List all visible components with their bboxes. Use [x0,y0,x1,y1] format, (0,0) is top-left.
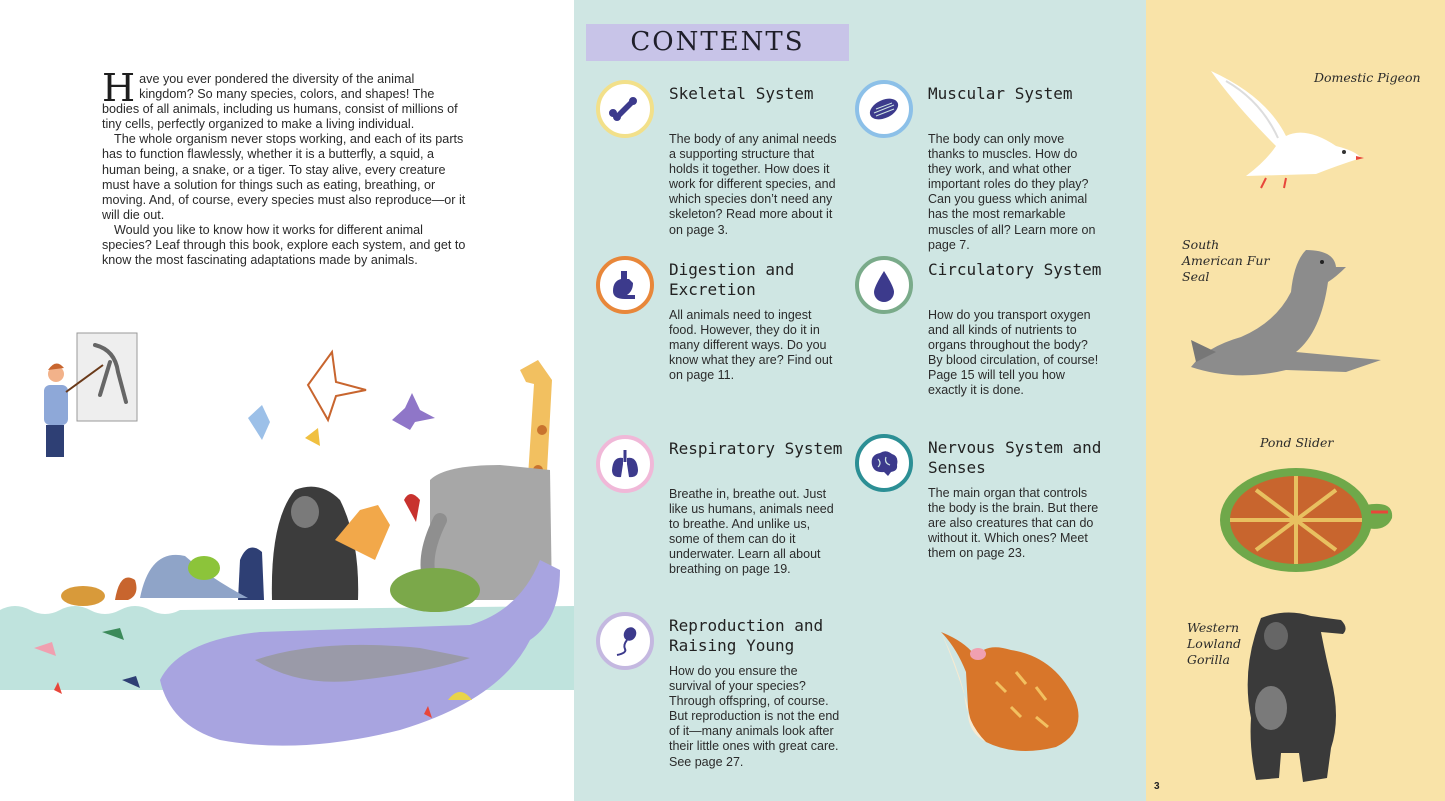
stomach-icon [596,256,654,314]
blue-bird [248,405,270,440]
bone-icon [596,80,654,138]
gorilla-face [291,496,319,528]
frog [188,556,220,580]
section-heading: Skeletal System [669,84,814,103]
section-description: The body of any animal needs a supporting structure that holds it together. How does it work for different species, and which species don’t need any skeleton? Read more about it on page 3. [669,132,837,237]
section-description: How do you transport oxygen and all kinds of nutrients to organs throughout the body? By blood circulation, of course! Page 15 will tell you how exactly it is done. [928,308,1099,398]
giraffe-spot [537,425,547,435]
drop-cap: H [102,66,136,110]
intro-paragraph [102,66,472,132]
contents-title: CONTENTS [630,27,805,57]
pigeon-label: Domestic Pigeon [1314,70,1421,85]
section-heading: Reproduction and Raising Young [669,616,824,655]
intro-paragraph: The whole organism never stops working, and each of its parts has to function flawlessly, whether it is a butterfly, a squid, a human being, a snake, or a tiger. To stay alive, every creature must have a solution for things such as eating, breathing, or moving. And, of course, every species must also reproduce—or it will die out. [102,132,466,222]
right-page [1146,0,1445,801]
section-description: Breathe in, breathe out. Just like us humans, animals need to breathe. And unlike us, some of them can do it underwater. Learn all about breathing on page 19. [669,487,834,577]
seagull [308,352,366,420]
muscle-icon [855,80,913,138]
section-heading: Digestion and Excretion [669,260,795,299]
section-heading: Muscular System [928,84,1073,103]
scientist-legs [46,425,64,457]
contents-header [586,24,849,61]
animals-illustration [0,320,574,801]
section-heading: Circulatory System [928,260,1102,279]
section-heading: Nervous System and Senses [928,438,1102,477]
section-description: All animals need to ingest food. However, they do it in many different ways. Do you know what they are? Find out on page 11. [669,308,833,383]
turtle-label: Pond Slider [1260,435,1334,450]
green-turtle [390,568,480,612]
snake [115,578,136,601]
gorilla-label: Western Lowland Gorilla [1187,620,1242,667]
left-page [0,0,574,801]
seal-illustration [1186,242,1386,387]
lungs-icon [596,435,654,493]
intro-text [102,66,472,268]
intro-paragraph: Would you like to know how it works for different animal species? Leaf through this book, explore each system, and get to know the most fascinating adaptations made by animals. [102,222,466,268]
brain-icon [855,434,913,492]
gorilla-illustration [1231,608,1361,786]
blue-penguin [238,548,264,601]
hedgehog-illustration [936,612,1086,762]
seal-label: South American Fur Seal [1182,237,1270,284]
section-description: How do you ensure the survival of your species? Through offspring, of course. But reproduction is not the end of it—many animals look after their little ones with great care. See page 27. [669,664,840,769]
parrot [404,494,420,522]
bat [392,393,435,430]
pigeon-illustration [1206,66,1366,191]
contents-panel [574,0,1146,801]
page-number: 3 [1154,781,1160,792]
sperm-icon [596,612,654,670]
turtle-illustration [1216,460,1396,580]
section-description: The body can only move thanks to muscles. How do they work, and what other important roles do they play? Can you guess which animal has the most remarkable muscles of all? Learn more on page 7. [928,132,1096,252]
small-turtle [61,586,105,606]
blood-drop-icon [855,256,913,314]
intro-paragraph-text: ave you ever pondered the diversity of the animal kingdom? So many species, colors, and shapes! The bodies of all animals, including us humans, consist of millions of tiny cells, perfectly organized to make a living individual. [102,72,458,132]
section-description: The main organ that controls the body is the brain. But there are also creatures that can do without it. Which ones? Meet them on page 23. [928,486,1099,561]
scientist-body [44,385,68,425]
section-heading: Respiratory System [669,439,843,458]
small-fish-yellow [305,428,320,446]
